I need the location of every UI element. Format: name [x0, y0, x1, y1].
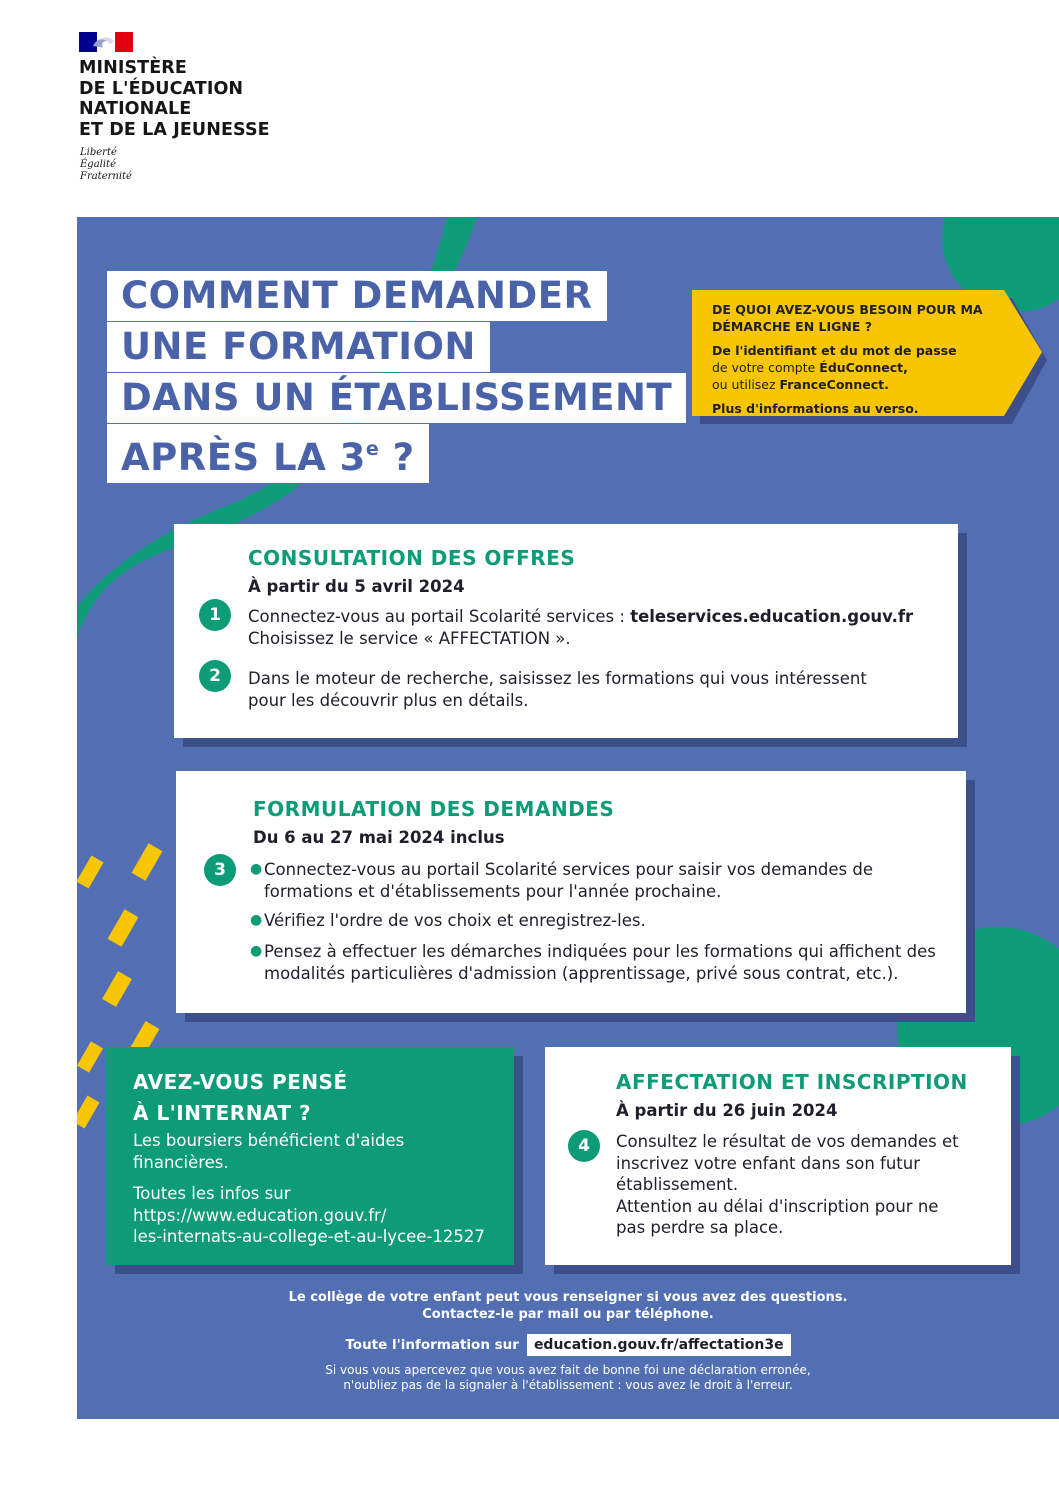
- step-badge-2: 2: [199, 660, 231, 692]
- step-consultation-card: [174, 524, 958, 738]
- motto-line: Liberté: [80, 147, 117, 158]
- internat-link-intro: Toutes les infos sur: [133, 1184, 291, 1203]
- internat-title: [133, 1067, 348, 1129]
- card-date: À partir du 5 avril 2024: [248, 577, 465, 596]
- title-line-3: DANS UN ÉTABLISSEMENT: [107, 373, 686, 423]
- info-answer-bold-1: De l'identifiant et du mot de passe: [712, 343, 957, 358]
- info-answer-text-1: de votre compte: [712, 360, 820, 375]
- info-text: [712, 301, 992, 424]
- poster: [77, 217, 1059, 1419]
- info-answer: [712, 342, 992, 393]
- internat-link-block: [133, 1183, 503, 1248]
- step-affectation-card: [545, 1047, 1011, 1265]
- step1-instructions: [248, 606, 948, 649]
- step1-line2: Choisissez le service « AFFECTATION ».: [248, 628, 571, 648]
- title-line-1: COMMENT DEMANDER: [107, 271, 607, 321]
- footer-note-2: n'oubliez pas de la signaler à l'établissement : vous avez le droit à l'erreur.: [343, 1378, 793, 1392]
- marianne-flag-icon: [79, 32, 133, 52]
- bullet-icon: ●: [250, 912, 263, 928]
- internat-text: [133, 1130, 503, 1258]
- title-line-4-main: APRÈS LA 3: [121, 436, 366, 479]
- card-title: FORMULATION DES DEMANDES: [253, 797, 615, 821]
- footer-link-row: [77, 1334, 1059, 1356]
- card-date: À partir du 26 juin 2024: [616, 1101, 838, 1120]
- republic-motto: [80, 147, 132, 183]
- bullet-icon: ●: [250, 943, 263, 959]
- title-superscript: e: [365, 438, 380, 460]
- footer-line-2: Contactez-le par mail ou par téléphone.: [422, 1307, 714, 1322]
- title-line-2: UNE FORMATION: [107, 322, 490, 372]
- teleservices-link[interactable]: teleservices.education.gouv.fr: [630, 607, 914, 626]
- info-answer-bold-3: FranceConnect.: [779, 377, 889, 392]
- footer-link-label: Toute l'information sur: [345, 1337, 519, 1353]
- card-date: Du 6 au 27 mai 2024 inclus: [253, 828, 505, 847]
- step3-warning-text: Attention au délai d'inscription pour ne pas perdre sa place.: [616, 1196, 939, 1237]
- bullet-item: [250, 859, 904, 902]
- ministry-line: DE L'ÉDUCATION: [79, 78, 244, 99]
- step1-line3: Dans le moteur de recherche, saisissez les formations qui vous intéressent: [248, 669, 867, 688]
- bullet-item: [250, 910, 944, 932]
- ministry-line: ET DE LA JEUNESSE: [79, 119, 270, 140]
- step1-search-text: [248, 668, 948, 711]
- footer-line-1: Le collège de votre enfant peut vous renseigner si vous avez des questions.: [288, 1290, 848, 1305]
- motto-line: Égalité: [80, 159, 116, 170]
- internat-box: [106, 1047, 514, 1265]
- internat-title-line: AVEZ-VOUS PENSÉ: [133, 1070, 348, 1094]
- step1-line1: Connectez-vous au portail Scolarité services :: [248, 607, 631, 626]
- internat-url-2[interactable]: les-internats-au-college-et-au-lycee-12527: [133, 1227, 485, 1246]
- step3-result-text: Consultez le résultat de vos demandes et inscrivez votre enfant dans son futur établissement.: [616, 1132, 959, 1194]
- bullet-text: Connectez-vous au portail Scolarité services pour saisir vos demandes de formations et d'établissements pour l'année prochaine.: [264, 860, 873, 901]
- bullet-item: [250, 941, 954, 984]
- bullet-icon: ●: [250, 861, 263, 877]
- step-badge-1: 1: [199, 599, 231, 631]
- internat-aid-text: Les boursiers bénéficient d'aides financières.: [133, 1131, 405, 1172]
- step-badge-3: 3: [204, 854, 236, 886]
- bullet-text: Pensez à effectuer les démarches indiquées pour les formations qui affichent des modalités particulières d'admission (apprentissage, privé sous contrat, etc.).: [264, 942, 936, 983]
- step-formulation-card: [176, 771, 966, 1013]
- step1-line4: pour les découvrir plus en détails.: [248, 690, 529, 710]
- title-line-4-end: ?: [379, 436, 415, 479]
- ministry-name: [79, 58, 339, 140]
- bullet-text: Vérifiez l'ordre de vos choix et enregistrez-les.: [264, 911, 646, 930]
- step3-text: [616, 1131, 966, 1239]
- ministry-line: NATIONALE: [79, 99, 192, 119]
- motto-line: Fraternité: [80, 171, 132, 182]
- info-answer-text-2: ou utilisez: [712, 377, 780, 392]
- footer-note-1: Si vous vous apercevez que vous avez fait de bonne foi une déclaration erronée,: [325, 1363, 811, 1377]
- info-more: Plus d'informations au verso.: [712, 401, 919, 416]
- ministry-line: MINISTÈRE: [79, 58, 187, 78]
- internat-title-line: À L'INTERNAT ?: [133, 1101, 312, 1125]
- card-title: CONSULTATION DES OFFRES: [248, 546, 576, 570]
- title-line-4: [107, 424, 429, 483]
- internat-url-1[interactable]: https://www.education.gouv.fr/: [133, 1205, 387, 1225]
- info-answer-bold-2: ÉduConnect,: [819, 360, 908, 375]
- affectation-link[interactable]: education.gouv.fr/affectation3e: [527, 1334, 791, 1356]
- info-question: DE QUOI AVEZ-VOUS BESOIN POUR MA DÉMARCHE EN LIGNE ?: [712, 302, 983, 334]
- card-title: AFFECTATION ET INSCRIPTION: [616, 1070, 968, 1094]
- step-badge-4: 4: [568, 1130, 600, 1162]
